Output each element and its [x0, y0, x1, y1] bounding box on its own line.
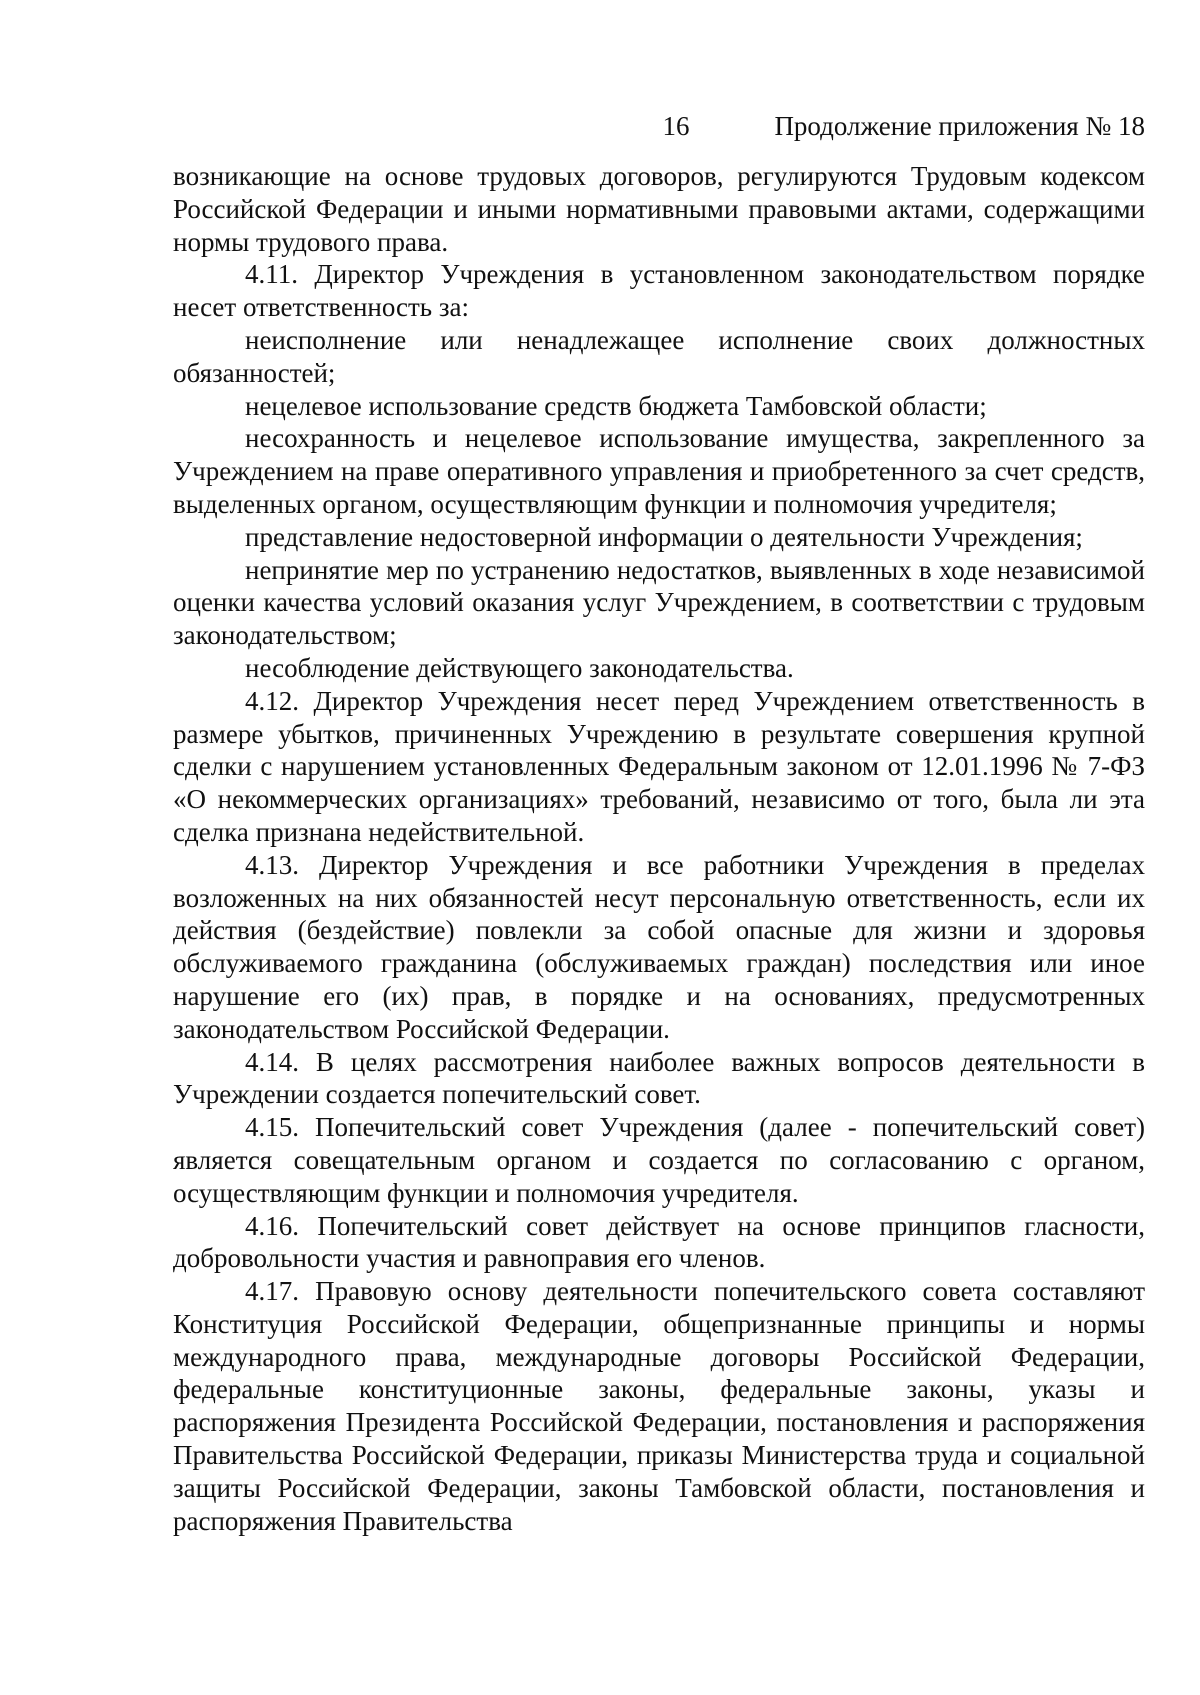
paragraph: несоблюдение действующего законодательства.: [245, 652, 794, 683]
paragraph: 4.12. Директор Учреждения несет перед Учреждением ответственность в размере убытков, причиненных Учреждению в результате совершения крупной сделки с нарушением установленных Федеральным законом от 12.01.1996 № 7-ФЗ «О некоммерческих организациях» требований, независимо от того, была ли эта сделка признана недействительной.: [173, 685, 1145, 847]
paragraph: непринятие мер по устранению недостатков, выявленных в ходе независимой оценки качества условий оказания услуг Учреждением, в соответствии с трудовым законодательством;: [173, 554, 1145, 651]
paragraph: 4.11. Директор Учреждения в установленном законодательством порядке несет ответственность за:: [173, 259, 1145, 323]
document-page: [173, 110, 1145, 1537]
paragraph: возникающие на основе трудовых договоров, регулируются Трудовым кодексом Российской Федерации и иными нормативными правовыми актами, содержащими нормы трудового права.: [173, 161, 1145, 257]
paragraph: представление недостоверной информации о деятельности Учреждения;: [245, 521, 1083, 552]
paragraph: несохранность и нецелевое использование имущества, закрепленного за Учреждением на праве оперативного управления и приобретенного за счет средств, выделенных органом, осуществляющим функции и полномочия учредителя;: [173, 423, 1145, 519]
page-number: 16: [662, 111, 690, 141]
page-header: [173, 110, 1145, 160]
document-body: [173, 160, 1145, 1537]
paragraph: неисполнение или ненадлежащее исполнение своих должностных обязанностей;: [173, 324, 1145, 388]
paragraph: 4.13. Директор Учреждения и все работники Учреждения в пределах возложенных на них обязанностей несут персональную ответственность, если их действия (бездействие) повлекли за собой опасные для жизни и здоровья обслуживаемого гражданина (обслуживаемых граждан) последствия или иное нарушение его (их) прав, в порядке и на основаниях, предусмотренных законодательством Российской Федерации.: [173, 849, 1145, 1044]
paragraph: нецелевое использование средств бюджета Тамбовской области;: [245, 390, 987, 421]
paragraph: 4.17. Правовую основу деятельности попечительского совета составляют Конституция Российской Федерации, общепризнанные принципы и нормы международного права, международные договоры Российской Федерации, федеральные конституционные законы, федеральные законы, указы и распоряжения Президента Российской Федерации, постановления и распоряжения Правительства Российской Федерации, приказы Министерства труда и социальной защиты Российской Федерации, законы Тамбовской области, постановления и распоряжения Правительства: [173, 1276, 1145, 1536]
paragraph: 4.16. Попечительский совет действует на основе принципов гласности, добровольности участия и равноправия его членов.: [173, 1210, 1145, 1274]
appendix-continuation-title: Продолжение приложения № 18: [774, 111, 1145, 141]
paragraph: 4.15. Попечительский совет Учреждения (далее - попечительский совет) является совещательным органом и создается по согласованию с органом, осуществляющим функции и полномочия учредителя.: [173, 1112, 1145, 1208]
paragraph: 4.14. В целях рассмотрения наиболее важных вопросов деятельности в Учреждении создается попечительский совет.: [173, 1046, 1145, 1110]
